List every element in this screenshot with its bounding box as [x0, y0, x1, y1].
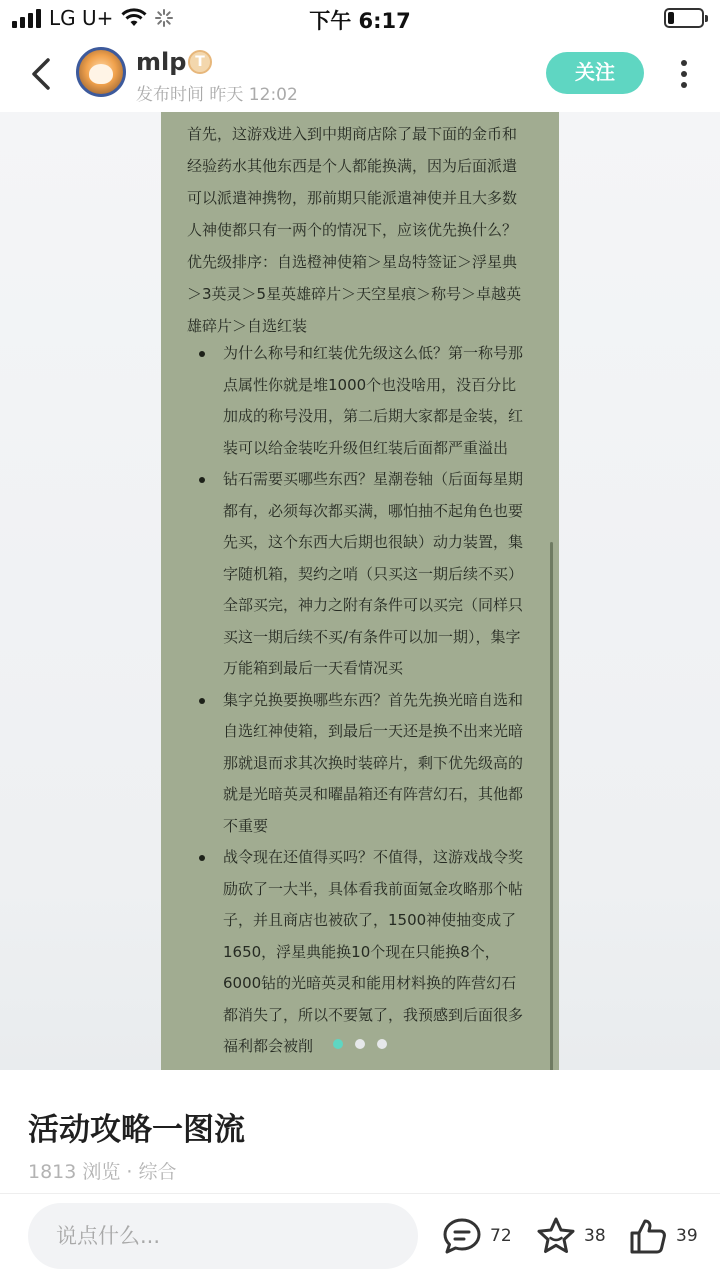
follow-button[interactable]: 关注 — [546, 52, 644, 94]
favorite-button[interactable] — [534, 1213, 606, 1259]
back-icon[interactable] — [22, 54, 62, 94]
likes-count: 39 — [676, 1226, 698, 1246]
comments-count: 72 — [490, 1226, 512, 1246]
post-image-carousel[interactable] — [0, 112, 720, 1070]
page-indicator — [333, 1039, 387, 1049]
post-meta: 1813 浏览 · 综合 — [28, 1161, 177, 1183]
favorites-count: 38 — [584, 1226, 606, 1246]
bullet-item: 集字兑换要换哪些东西？首先先换光暗自选和自选红神使箱，到最后一天还是换不出来光暗那就退而求其次换时装碎片，剩下优先级高的就是光暗英灵和曜晶箱还有阵营幻石，其他都不重要 — [187, 685, 531, 843]
bullet-item: 战令现在还值得买吗？不值得，这游戏战令奖励砍了一大半，具体看我前面氪金攻略那个帖子，并且商店也被砍了，1500神使抽变成了1650，浮星典能换10个现在只能换8个，6000钻的光暗英灵和能用材料换的阵营幻石都消失了，所以不要氪了，我预感到后面很多福利都会被削 — [187, 842, 531, 1063]
like-button[interactable] — [626, 1213, 698, 1259]
user-level-badge: T — [188, 50, 212, 74]
bullet-item: 为什么称号和红装优先级这么低？第一称号那点属性你就是堆1000个也没啥用，没百分比加成的称号没用，第二后期大家都是金装，红装可以给金装吃升级但红装后面都严重溢出 — [187, 338, 531, 464]
page-dot[interactable] — [333, 1039, 343, 1049]
battery-icon — [664, 8, 704, 28]
divider — [0, 1193, 720, 1194]
comment-input[interactable] — [28, 1203, 418, 1269]
carrier-name: LG U+ — [49, 6, 114, 30]
battery-level — [668, 12, 674, 24]
username[interactable]: mlp — [136, 48, 187, 76]
post-title: 活动攻略一图流 — [28, 1112, 245, 1148]
more-icon[interactable] — [672, 54, 696, 94]
status-time: 下午 6:17 — [309, 9, 411, 33]
comment-icon — [440, 1214, 484, 1258]
avatar[interactable] — [76, 47, 126, 97]
publish-time: 发布时间 昨天 12:02 — [136, 85, 298, 105]
post-image[interactable] — [161, 112, 559, 1070]
page-dot[interactable] — [377, 1039, 387, 1049]
bullet-item: 钻石需要买哪些东西？星潮卷轴（后面每星期都有，必须每次都买满，哪怕抽不起角色也要先买，这个东西大后期也很缺）动力装置，集字随机箱，契约之哨（只买这一期后续不买）全部买完，神力之附有条件可以买完（同样只买这一期后续不买/有条件可以加一期），集字万能箱到最后一天看情况买 — [187, 464, 531, 685]
post-image-bullets — [187, 338, 531, 1063]
status-bar — [0, 0, 720, 36]
comment-button[interactable] — [440, 1213, 512, 1259]
page-dot[interactable] — [355, 1039, 365, 1049]
post-header — [0, 36, 720, 112]
thumbs-up-icon — [626, 1214, 670, 1258]
post-image-intro: 首先，这游戏进入到中期商店除了最下面的金币和经验药水其他东西是个人都能换满，因为后面派遣可以派遣神携物，那前期只能派遣神使并且大多数人神使都只有一两个的情况下，应该优先换什么？优先级排序：自选橙神使箱＞星岛特签证＞浮星典＞3英灵＞5星英雄碎片＞天空星痕＞称号＞卓越英雄碎片＞自选红装 — [187, 125, 522, 335]
star-icon — [534, 1214, 578, 1258]
image-scrollbar — [550, 542, 553, 1070]
